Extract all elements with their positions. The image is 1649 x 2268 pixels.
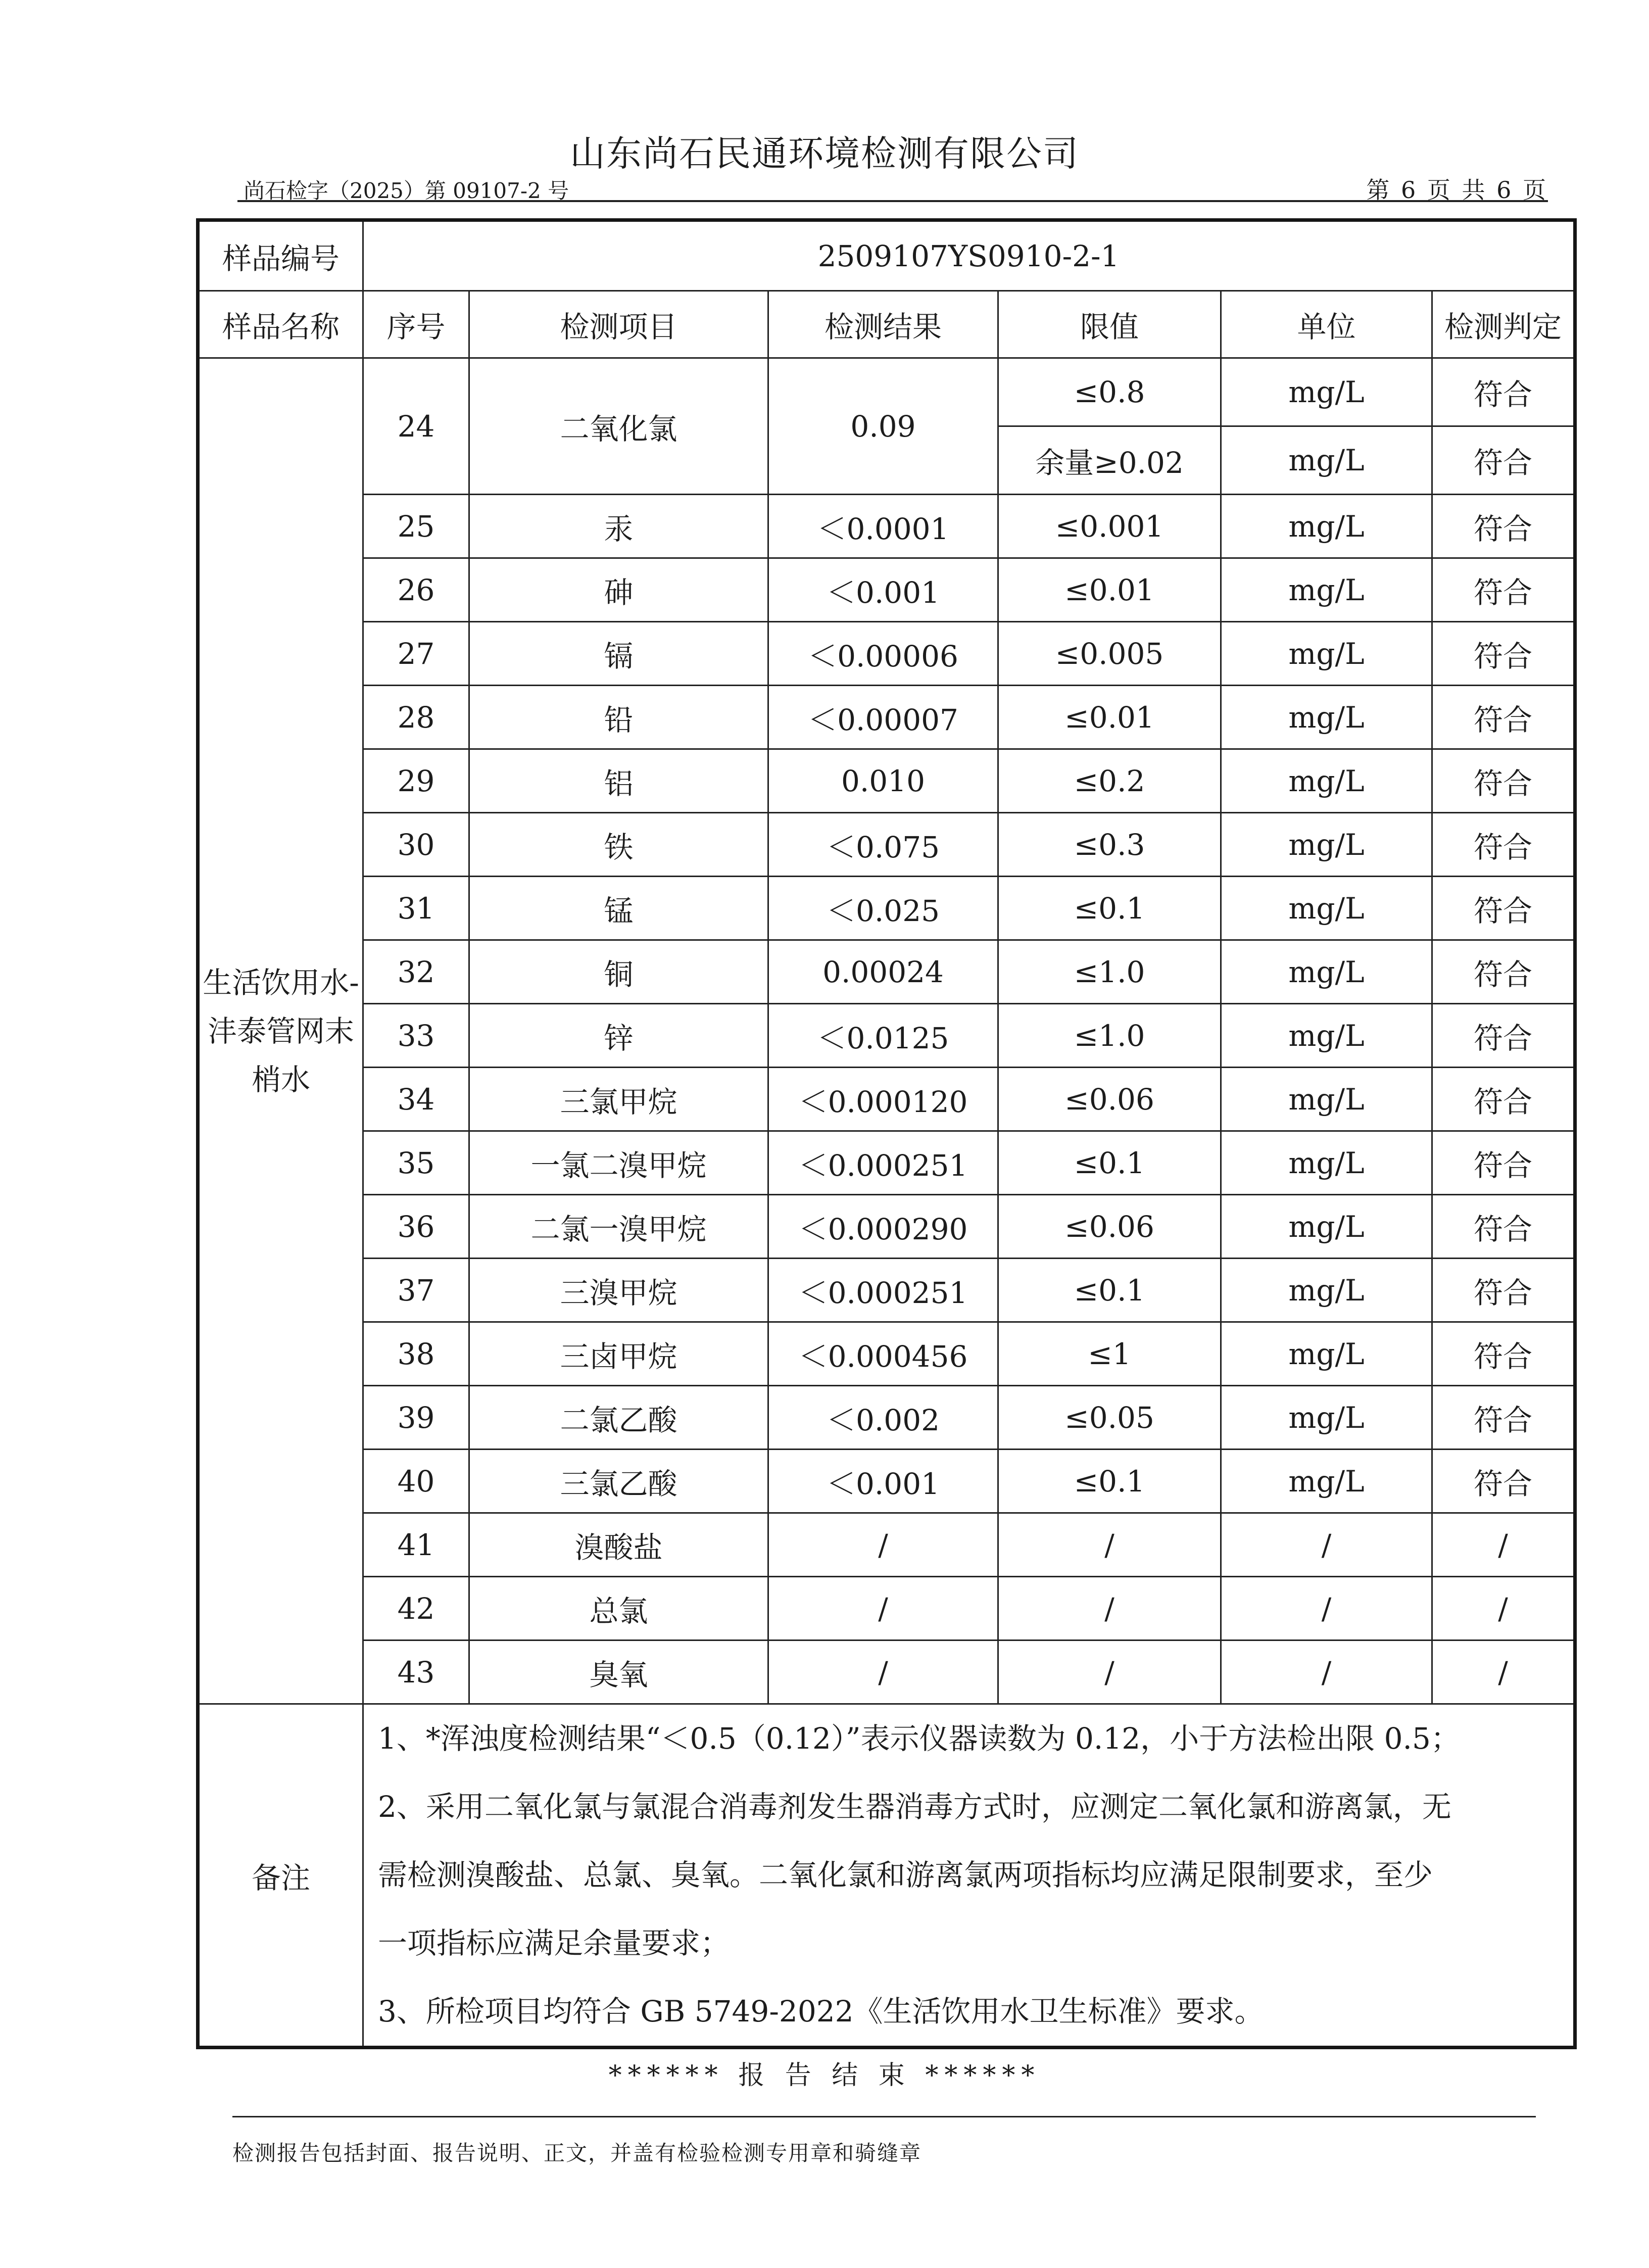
unit-cell: mg/L (1221, 686, 1432, 749)
result-cell: / (768, 1640, 998, 1704)
item-cell: 二氯乙酸 (469, 1386, 768, 1450)
judgment-cell: 符合 (1432, 1386, 1575, 1450)
judgment-cell: 符合 (1432, 749, 1575, 813)
result-cell: ＜0.001 (768, 1450, 998, 1513)
results-table (196, 218, 1577, 2049)
table-row (198, 1259, 1575, 1322)
page-indicator: 第 6 页 共 6 页 (1366, 176, 1548, 204)
seq-cell: 35 (363, 1131, 469, 1195)
result-cell: ＜0.000120 (768, 1068, 998, 1131)
table-row (198, 1068, 1575, 1131)
header-divider (237, 200, 1548, 202)
item-cell: 镉 (469, 622, 768, 686)
result-cell: ＜0.0125 (768, 1004, 998, 1068)
remarks-row (198, 1704, 1575, 2048)
table-row (198, 358, 1575, 426)
result-cell: ＜0.00006 (768, 622, 998, 686)
limit-cell: ≤0.001 (998, 495, 1221, 558)
limit-cell: / (998, 1577, 1221, 1640)
limit-cell: ≤0.2 (998, 749, 1221, 813)
seq-cell: 39 (363, 1386, 469, 1450)
result-cell: 0.09 (768, 358, 998, 495)
col-header-limit: 限值 (998, 291, 1221, 358)
judgment-cell: / (1432, 1577, 1575, 1640)
result-cell: ＜0.075 (768, 813, 998, 877)
unit-cell: / (1221, 1513, 1432, 1577)
limit-cell: ≤0.1 (998, 1259, 1221, 1322)
footer-note: 检测报告包括封面、报告说明、正文，并盖有检验检测专用章和骑缝章 (232, 2141, 922, 2165)
judgment-cell: 符合 (1432, 686, 1575, 749)
col-header-item: 检测项目 (469, 291, 768, 358)
unit-cell: mg/L (1221, 1450, 1432, 1513)
col-header-seq: 序号 (363, 291, 469, 358)
col-header-judgment: 检测判定 (1432, 291, 1575, 358)
footer-divider (232, 2116, 1536, 2117)
table-row (198, 622, 1575, 686)
result-cell: ＜0.025 (768, 877, 998, 940)
seq-cell: 43 (363, 1640, 469, 1704)
judgment-cell: / (1432, 1640, 1575, 1704)
judgment-cell: 符合 (1432, 622, 1575, 686)
unit-cell: mg/L (1221, 749, 1432, 813)
item-cell: 铁 (469, 813, 768, 877)
item-cell: 三氯乙酸 (469, 1450, 768, 1513)
unit-cell: mg/L (1221, 1322, 1432, 1386)
seq-cell: 36 (363, 1195, 469, 1259)
judgment-cell: 符合 (1432, 1450, 1575, 1513)
seq-cell: 34 (363, 1068, 469, 1131)
remark-line: 3、所检项目均符合 GB 5749-2022《生活饮用水卫生标准》要求。 (378, 1994, 1264, 2029)
judgment-cell: 符合 (1432, 940, 1575, 1004)
unit-cell: mg/L (1221, 426, 1432, 495)
unit-cell: mg/L (1221, 558, 1432, 622)
unit-cell: mg/L (1221, 877, 1432, 940)
limit-cell: ≤0.8 (998, 358, 1221, 426)
item-cell: 三卤甲烷 (469, 1322, 768, 1386)
table-row (198, 1195, 1575, 1259)
judgment-cell: 符合 (1432, 426, 1575, 495)
unit-cell: mg/L (1221, 1259, 1432, 1322)
result-cell: ＜0.0001 (768, 495, 998, 558)
unit-cell: mg/L (1221, 358, 1432, 426)
result-cell: 0.00024 (768, 940, 998, 1004)
limit-cell: ≤0.1 (998, 1450, 1221, 1513)
judgment-cell: 符合 (1432, 1195, 1575, 1259)
limit-cell: ≤0.1 (998, 877, 1221, 940)
item-cell: 铅 (469, 686, 768, 749)
result-cell: 0.010 (768, 749, 998, 813)
item-cell: 臭氧 (469, 1640, 768, 1704)
seq-cell: 30 (363, 813, 469, 877)
limit-cell: ≤1 (998, 1322, 1221, 1386)
result-cell: ＜0.000456 (768, 1322, 998, 1386)
limit-cell: ≤1.0 (998, 940, 1221, 1004)
result-cell: ＜0.001 (768, 558, 998, 622)
item-cell: 锰 (469, 877, 768, 940)
seq-cell: 29 (363, 749, 469, 813)
sample-id-value: 2509107YS0910-2-1 (363, 220, 1575, 291)
table-row (198, 1513, 1575, 1577)
table-row (198, 495, 1575, 558)
result-cell: / (768, 1513, 998, 1577)
table-row (198, 1386, 1575, 1450)
item-cell: 总氯 (469, 1577, 768, 1640)
table-row (198, 558, 1575, 622)
table-row (198, 1450, 1575, 1513)
unit-cell: mg/L (1221, 1068, 1432, 1131)
limit-cell: ≤0.05 (998, 1386, 1221, 1450)
judgment-cell: 符合 (1432, 1131, 1575, 1195)
item-cell: 三氯甲烷 (469, 1068, 768, 1131)
table-row (198, 1322, 1575, 1386)
item-cell: 砷 (469, 558, 768, 622)
result-cell: ＜0.002 (768, 1386, 998, 1450)
col-header-unit: 单位 (1221, 291, 1432, 358)
seq-cell: 25 (363, 495, 469, 558)
sample-id-label: 样品编号 (198, 220, 363, 291)
seq-cell: 31 (363, 877, 469, 940)
seq-cell: 41 (363, 1513, 469, 1577)
unit-cell: mg/L (1221, 1195, 1432, 1259)
unit-cell: mg/L (1221, 940, 1432, 1004)
unit-cell: mg/L (1221, 622, 1432, 686)
table-row (198, 1004, 1575, 1068)
unit-cell: mg/L (1221, 1004, 1432, 1068)
report-number: 尚石检字（2025）第 09107-2 号 (244, 178, 569, 203)
remark-line: 1、*浑浊度检测结果“＜0.5（0.12）”表示仪器读数为 0.12，小于方法检出限 0.5； (378, 1721, 1460, 1756)
col-header-result: 检测结果 (768, 291, 998, 358)
table-row (198, 1131, 1575, 1195)
remark-line: 一项指标应满足余量要求； (378, 1926, 730, 1960)
seq-cell: 28 (363, 686, 469, 749)
seq-cell: 33 (363, 1004, 469, 1068)
seq-cell: 38 (363, 1322, 469, 1386)
judgment-cell: 符合 (1432, 358, 1575, 426)
seq-cell: 42 (363, 1577, 469, 1640)
item-cell: 二氯一溴甲烷 (469, 1195, 768, 1259)
limit-cell: ≤0.1 (998, 1131, 1221, 1195)
judgment-cell: / (1432, 1513, 1575, 1577)
table-row (198, 940, 1575, 1004)
unit-cell: mg/L (1221, 813, 1432, 877)
seq-cell: 32 (363, 940, 469, 1004)
result-cell: ＜0.000251 (768, 1131, 998, 1195)
item-cell: 锌 (469, 1004, 768, 1068)
remarks-label: 备注 (198, 1704, 363, 2048)
item-cell: 铜 (469, 940, 768, 1004)
item-cell: 汞 (469, 495, 768, 558)
judgment-cell: 符合 (1432, 1259, 1575, 1322)
report-end-marker: ****** 报 告 结 束 ****** (608, 2060, 1041, 2091)
judgment-cell: 符合 (1432, 495, 1575, 558)
limit-cell: / (998, 1640, 1221, 1704)
table-row (198, 813, 1575, 877)
limit-cell: / (998, 1513, 1221, 1577)
table-row (198, 877, 1575, 940)
item-cell: 二氧化氯 (469, 358, 768, 495)
company-name: 山东尚石民通环境检测有限公司 (570, 133, 1079, 174)
table-row (198, 686, 1575, 749)
limit-cell: ≤1.0 (998, 1004, 1221, 1068)
item-cell: 铝 (469, 749, 768, 813)
judgment-cell: 符合 (1432, 1322, 1575, 1386)
unit-cell: mg/L (1221, 1386, 1432, 1450)
column-header-row (198, 291, 1575, 358)
unit-cell: / (1221, 1640, 1432, 1704)
seq-cell: 27 (363, 622, 469, 686)
limit-cell: ≤0.06 (998, 1068, 1221, 1131)
limit-cell: ≤0.01 (998, 686, 1221, 749)
limit-cell: ≤0.005 (998, 622, 1221, 686)
limit-cell: ≤0.01 (998, 558, 1221, 622)
seq-cell: 40 (363, 1450, 469, 1513)
remarks-content (363, 1704, 1575, 2048)
remark-line: 需检测溴酸盐、总氯、臭氧。二氧化氯和游离氯两项指标均应满足限制要求，至少 (378, 1858, 1433, 1892)
seq-cell: 24 (363, 358, 469, 495)
item-cell: 溴酸盐 (469, 1513, 768, 1577)
result-cell: / (768, 1577, 998, 1640)
item-cell: 一氯二溴甲烷 (469, 1131, 768, 1195)
limit-cell: ≤0.06 (998, 1195, 1221, 1259)
item-cell: 三溴甲烷 (469, 1259, 768, 1322)
sample-id-row (198, 220, 1575, 291)
judgment-cell: 符合 (1432, 1068, 1575, 1131)
result-cell: ＜0.00007 (768, 686, 998, 749)
sample-name-label: 样品名称 (198, 291, 363, 358)
result-cell: ＜0.000251 (768, 1259, 998, 1322)
seq-cell: 26 (363, 558, 469, 622)
limit-cell: ≤0.3 (998, 813, 1221, 877)
seq-cell: 37 (363, 1259, 469, 1322)
judgment-cell: 符合 (1432, 813, 1575, 877)
table-row (198, 749, 1575, 813)
limit-cell: 余量≥0.02 (998, 426, 1221, 495)
table-row (198, 1640, 1575, 1704)
judgment-cell: 符合 (1432, 877, 1575, 940)
unit-cell: / (1221, 1577, 1432, 1640)
judgment-cell: 符合 (1432, 558, 1575, 622)
unit-cell: mg/L (1221, 1131, 1432, 1195)
unit-cell: mg/L (1221, 495, 1432, 558)
remark-line: 2、采用二氧化氯与氯混合消毒剂发生器消毒方式时，应测定二氧化氯和游离氯，无 (378, 1790, 1451, 1824)
sample-name-value: 生活饮用水-沣泰管网末梢水 (198, 358, 363, 1704)
judgment-cell: 符合 (1432, 1004, 1575, 1068)
table-row (198, 1577, 1575, 1640)
result-cell: ＜0.000290 (768, 1195, 998, 1259)
